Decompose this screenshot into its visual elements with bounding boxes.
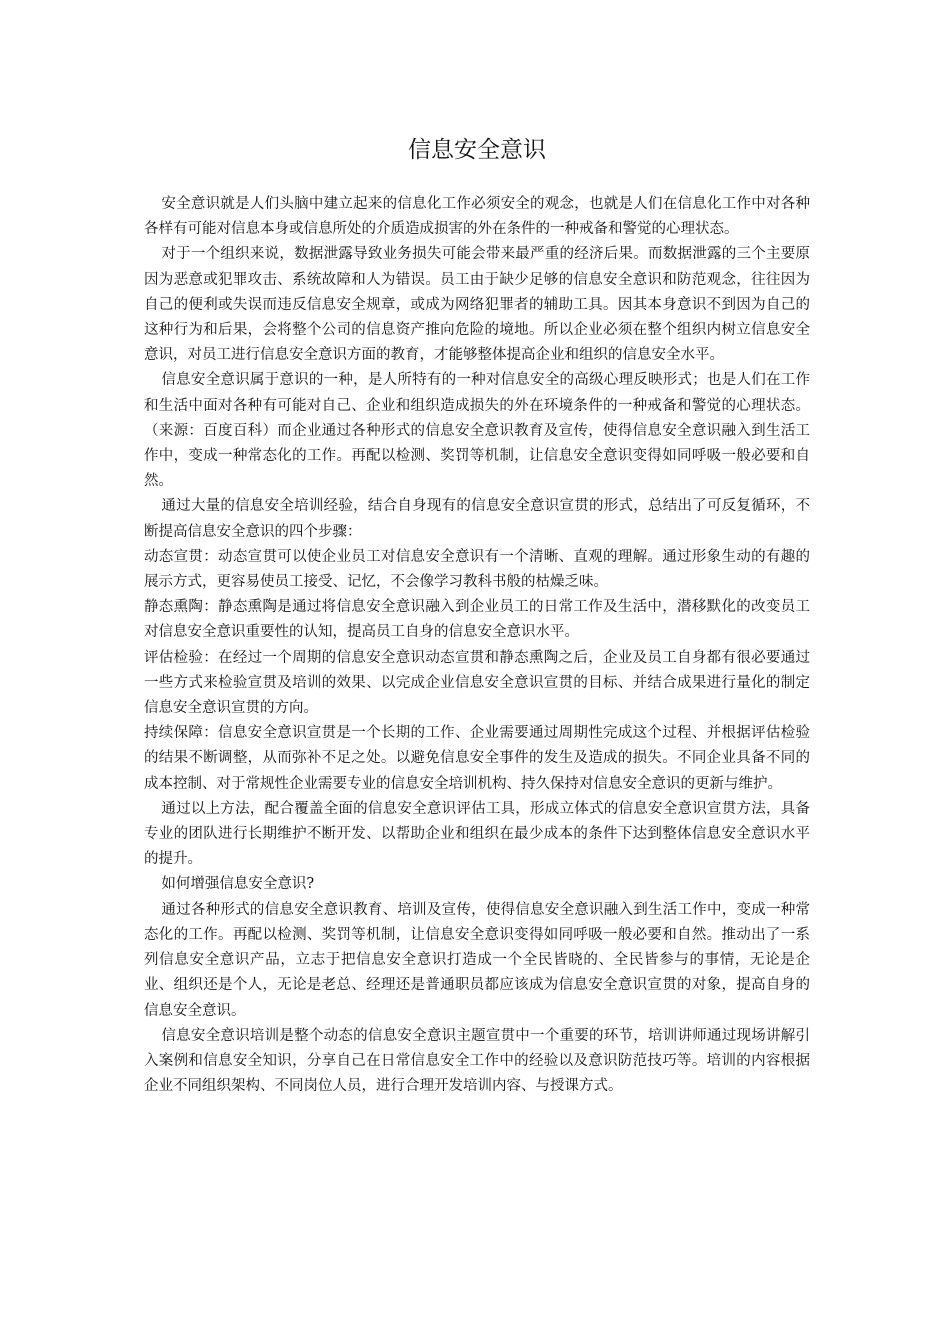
section-heading-how-to: 如何增强信息安全意识? — [161, 876, 315, 893]
paragraph-method-summary: 通过以上方法，配合覆盖全面的信息安全意识评估工具，形成立体式的信息安全意识宣贯方法，具备专业的团队进行长期维护不断开发、以帮助企业和组织在最少成本的条件下达到整体信息安全意识水平的提升。 — [144, 800, 810, 868]
paragraph-step-evaluate: 评估检验：在经过一个周期的信息安全意识动态宣贯和静态熏陶之后，企业及员工自身都有很必要通过一些方式来检验宣贯及培训的效果、以完成企业信息安全意识宣贯的目标、并结合成果进行量化的制定信息安全意识宣贯的方向。 — [144, 649, 810, 717]
paragraph-four-steps-intro: 通过大量的信息安全培训经验，结合自身现有的信息安全意识宣贯的形式，总结出了可反复循环，不断提高信息安全意识的四个步骤： — [144, 498, 810, 540]
paragraph-step-dynamic: 动态宣贯：动态宣贯可以使企业员工对信息安全意识有一个清晰、直观的理解。通过形象生动的有趣的展示方式，更容易使员工接受、记忆，不会像学习教科书般的枯燥乏味。 — [144, 548, 810, 591]
document-title: 信息安全意识 — [408, 137, 546, 163]
paragraph-training: 信息安全意识培训是整个动态的信息安全意识主题宣贯中一个重要的环节，培训讲师通过现场讲解引入案例和信息安全知识，分享自己在日常信息安全工作中的经验以及意识防范技巧等。培训的内容根据企业不同组织架构、不同岗位人员，进行合理开发培训内容、与授课方式。 — [144, 1027, 810, 1095]
paragraph-awareness-nature: 信息安全意识属于意识的一种，是人所特有的一种对信息安全的高级心理反映形式；也是人们在工作和生活中面对各种有可能对自己、企业和组织造成损失的外在环境条件的一种戒备和警觉的心理状态。（来源：百度百科）而企业通过各种形式的信息安全意识教育及宣传，使得信息安全意识融入到生活工作中，变成一种常态化的工作。再配以检测、奖罚等机制，让信息安全意识变得如同呼吸一般必要和自然。 — [144, 372, 810, 490]
paragraph-how-to: 通过各种形式的信息安全意识教育、培训及宣传，使得信息安全意识融入到生活工作中，变成一种常态化的工作。再配以检测、奖罚等机制，让信息安全意识变得如同呼吸一般必要和自然。推动出了一系列信息安全意识产品，立志于把信息安全意识打造成一个全民皆晓的、全民皆参与的事情，无论是企业、组织还是个人，无论是老总、经理还是普通职员都应该成为信息安全意识宣贯的对象，提高自身的信息安全意识。 — [144, 901, 810, 1019]
paragraph-step-static: 静态熏陶：静态熏陶是通过将信息安全意识融入到企业员工的日常工作及生活中，潜移默化的改变员工对信息安全意识重要性的认知，提高员工自身的信息安全意识水平。 — [144, 599, 810, 641]
paragraph-step-sustain: 持续保障：信息安全意识宣贯是一个长期的工作、企业需要通过周期性完成这个过程、并根据评估检验的结果不断调整，从而弥补不足之处。以避免信息安全事件的发生及造成的损失。不同企业具备不同的成本控制、对于常规性企业需要专业的信息安全培训机构、持久保持对信息安全意识的更新与维护。 — [144, 725, 810, 792]
paragraph-definition: 安全意识就是人们头脑中建立起来的信息化工作必须安全的观念，也就是人们在信息化工作中对各种各样有可能对信息本身或信息所处的介质造成损害的外在条件的一种戒备和警觉的心理状态。 — [144, 196, 810, 238]
document-body — [144, 192, 810, 1099]
document-page — [144, 0, 810, 1099]
paragraph-data-leak: 对于一个组织来说，数据泄露导致业务损失可能会带来最严重的经济后果。而数据泄露的三个主要原因为恶意或犯罪攻击、系统故障和人为错误。员工由于缺少足够的信息安全意识和防范观念，往往因为自己的便利或失误而违反信息安全规章，或成为网络犯罪者的辅助工具。因其本身意识不到因为自己的这种行为和后果，会将整个公司的信息资产推向危险的境地。所以企业必须在整个组织内树立信息安全意识，对员工进行信息安全意识方面的教育，才能够整体提高企业和组织的信息安全水平。 — [144, 246, 810, 364]
